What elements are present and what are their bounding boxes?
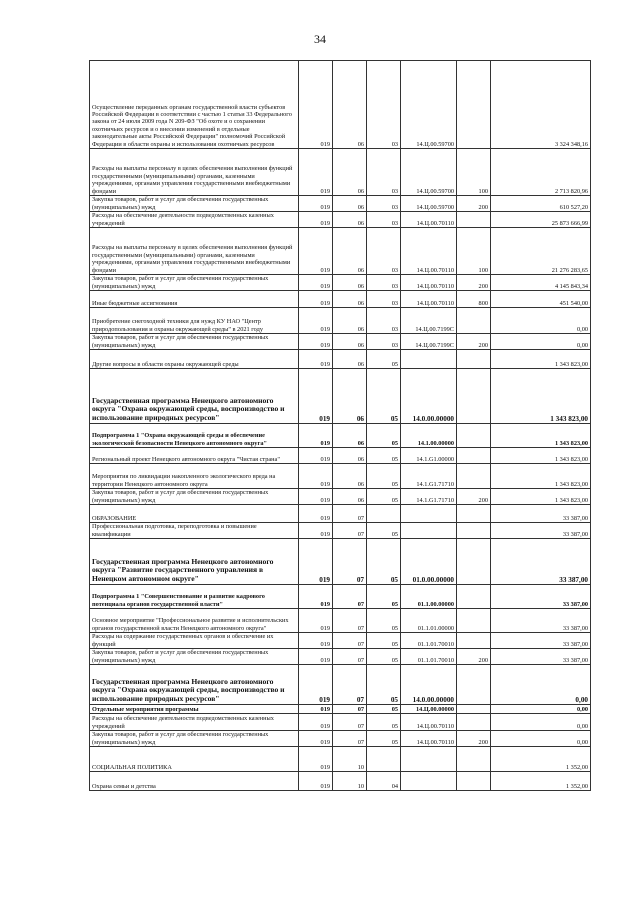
cell-target-article: 14.1.G1.71710 [401,489,457,505]
cell-name: Подпрограмма 1 "Охрана окружающей среды и обеспечение экологической безопасности Ненецкого автономного округа" [90,424,299,448]
cell-section: 06 [333,424,367,448]
cell-section: 06 [333,308,367,334]
cell-amount: 1 343 823,00 [491,448,591,464]
table-row [90,448,591,464]
cell-amount: 0,00 [491,334,591,350]
cell-amount: 0,00 [491,665,591,705]
cell-expense-type [457,464,491,489]
cell-target-article: 01.0.00.00000 [401,539,457,585]
table-row [90,665,591,705]
cell-target-article: 14.Ц.00.70110 [401,275,457,291]
cell-expense-type [457,424,491,448]
cell-grbs: 019 [299,275,333,291]
cell-subsection: 05 [367,539,401,585]
cell-amount: 33 387,00 [491,585,591,609]
cell-expense-type: 200 [457,489,491,505]
cell-section: 06 [333,334,367,350]
cell-grbs: 019 [299,334,333,350]
cell-target-article: 14.Ц.00.7199С [401,308,457,334]
table-row [90,308,591,334]
cell-amount: 25 873 666,99 [491,212,591,228]
cell-subsection [367,747,401,772]
cell-expense-type [457,61,491,149]
cell-target-article [401,523,457,539]
table-row [90,61,591,149]
cell-name: Расходы на выплаты персоналу в целях обеспечения выполнения функций государственными (муниципальными) органами, казенными учреждениями, органами управления государственными внебюджетными фондами [90,149,299,196]
cell-subsection: 05 [367,585,401,609]
cell-section: 06 [333,369,367,424]
cell-grbs: 019 [299,196,333,212]
cell-name: Закупка товаров, работ и услуг для обеспечения государственных (муниципальных) нужд [90,649,299,665]
budget-table [89,60,591,791]
cell-amount: 33 387,00 [491,649,591,665]
cell-amount: 33 387,00 [491,539,591,585]
cell-expense-type [457,523,491,539]
cell-subsection: 05 [367,609,401,633]
cell-expense-type [457,633,491,649]
cell-subsection [367,505,401,523]
cell-name: Мероприятия по ликвидации накопленного экологического вреда на территории Ненецкого автономного округа [90,464,299,489]
cell-name: Профессиональная подготовка, переподготовка и повышение квалификации [90,523,299,539]
cell-expense-type [457,539,491,585]
cell-name: Основное мероприятие "Профессиональное развитие и исполнительских органов государственной власти Ненецкого автономного округа" [90,609,299,633]
table-row [90,505,591,523]
cell-name: Государственная программа Ненецкого автономного округа "Охрана окружающей среды, воспроизводство и использование природных ресурсов" [90,369,299,424]
cell-amount: 1 352,00 [491,747,591,772]
cell-name: Иные бюджетные ассигнования [90,291,299,308]
page-number: 34 [314,32,326,46]
cell-section: 07 [333,649,367,665]
cell-target-article: 14.Ц.00.59700 [401,196,457,212]
cell-name: Закупка товаров, работ и услуг для обеспечения государственных (муниципальных) нужд [90,334,299,350]
cell-target-article [401,772,457,791]
cell-name: Закупка товаров, работ и услуг для обеспечения государственных (муниципальных) нужд [90,489,299,505]
cell-subsection: 03 [367,334,401,350]
cell-subsection: 05 [367,665,401,705]
cell-expense-type [457,350,491,369]
cell-amount: 0,00 [491,731,591,747]
table-row [90,539,591,585]
table-row [90,772,591,791]
cell-subsection: 03 [367,228,401,275]
cell-section: 06 [333,61,367,149]
cell-target-article: 14.Ц.00.70110 [401,212,457,228]
cell-expense-type [457,609,491,633]
cell-section: 07 [333,705,367,714]
cell-grbs: 019 [299,665,333,705]
cell-target-article: 01.1.01.70010 [401,633,457,649]
cell-amount: 33 387,00 [491,633,591,649]
cell-subsection: 05 [367,489,401,505]
cell-expense-type: 100 [457,149,491,196]
cell-expense-type [457,714,491,731]
cell-section: 07 [333,523,367,539]
cell-expense-type: 100 [457,228,491,275]
cell-section: 06 [333,464,367,489]
cell-section: 06 [333,489,367,505]
cell-name: Региональный проект Ненецкого автономного округа "Чистая страна" [90,448,299,464]
cell-expense-type [457,369,491,424]
cell-target-article: 01.1.01.00000 [401,609,457,633]
cell-section: 07 [333,609,367,633]
cell-target-article: 14.1.00.00000 [401,424,457,448]
cell-expense-type [457,665,491,705]
table-row [90,489,591,505]
cell-expense-type [457,505,491,523]
cell-grbs: 019 [299,424,333,448]
cell-section: 06 [333,196,367,212]
table-row [90,228,591,275]
cell-grbs: 019 [299,523,333,539]
cell-amount: 21 276 283,65 [491,228,591,275]
table-row [90,275,591,291]
table-row [90,196,591,212]
cell-subsection: 05 [367,523,401,539]
cell-target-article: 01.1.00.00000 [401,585,457,609]
cell-expense-type [457,448,491,464]
cell-target-article: 14.Ц.00.00000 [401,705,457,714]
cell-target-article: 14.0.00.00000 [401,665,457,705]
cell-target-article: 14.Ц.00.59700 [401,149,457,196]
cell-amount: 1 343 823,00 [491,424,591,448]
table-row [90,212,591,228]
cell-name: Закупка товаров, работ и услуг для обеспечения государственных (муниципальных) нужд [90,196,299,212]
cell-subsection: 05 [367,633,401,649]
cell-section: 06 [333,149,367,196]
cell-section: 07 [333,539,367,585]
cell-expense-type [457,747,491,772]
table-row [90,731,591,747]
cell-name: Отдельные мероприятия программы [90,705,299,714]
table-row [90,291,591,308]
table-row [90,747,591,772]
cell-target-article [401,747,457,772]
cell-target-article: 14.Ц.00.70110 [401,291,457,308]
cell-amount: 451 540,00 [491,291,591,308]
cell-amount: 0,00 [491,714,591,731]
table-row [90,369,591,424]
cell-section: 07 [333,731,367,747]
cell-subsection: 05 [367,424,401,448]
cell-expense-type: 200 [457,649,491,665]
cell-name: Приобретение снегоходной техники для нужд КУ НАО "Центр природопользования и охраны окружающей среды" в 2021 году [90,308,299,334]
cell-expense-type: 200 [457,275,491,291]
cell-amount: 0,00 [491,705,591,714]
cell-grbs: 019 [299,731,333,747]
cell-amount: 610 527,20 [491,196,591,212]
cell-section: 07 [333,505,367,523]
cell-section: 06 [333,275,367,291]
cell-target-article: 14.Ц.00.7199С [401,334,457,350]
cell-subsection: 05 [367,464,401,489]
cell-grbs: 019 [299,291,333,308]
cell-amount: 1 343 823,00 [491,464,591,489]
cell-amount: 1 352,00 [491,772,591,791]
cell-grbs: 019 [299,633,333,649]
cell-grbs: 019 [299,61,333,149]
cell-subsection: 03 [367,196,401,212]
table-row [90,714,591,731]
cell-grbs: 019 [299,609,333,633]
cell-amount: 3 324 348,16 [491,61,591,149]
cell-target-article [401,505,457,523]
cell-target-article: 14.1.G1.71710 [401,464,457,489]
cell-subsection: 03 [367,149,401,196]
table-row [90,609,591,633]
cell-expense-type [457,705,491,714]
cell-target-article: 14.0.00.00000 [401,369,457,424]
cell-expense-type [457,772,491,791]
cell-section: 06 [333,448,367,464]
cell-grbs: 019 [299,350,333,369]
table-row [90,523,591,539]
cell-name: Государственная программа Ненецкого автономного округа "Охрана окружающей среды, воспроизводство и использование природных ресурсов" [90,665,299,705]
cell-section: 06 [333,291,367,308]
table-row [90,424,591,448]
cell-amount: 33 387,00 [491,609,591,633]
cell-name: Расходы на выплаты персоналу в целях обеспечения выполнения функций государственными (муниципальными) органами, казенными учреждениями, органами управления государственными внебюджетными фондами [90,228,299,275]
cell-name: Закупка товаров, работ и услуг для обеспечения государственных (муниципальных) нужд [90,275,299,291]
cell-section: 10 [333,747,367,772]
cell-expense-type [457,308,491,334]
cell-name: Закупка товаров, работ и услуг для обеспечения государственных (муниципальных) нужд [90,731,299,747]
cell-amount: 1 343 823,00 [491,350,591,369]
cell-grbs: 019 [299,714,333,731]
cell-grbs: 019 [299,228,333,275]
cell-subsection: 03 [367,291,401,308]
cell-name: Государственная программа Ненецкого автономного округа "Развитие государственного управления в Ненецком автономном округе" [90,539,299,585]
cell-expense-type: 200 [457,334,491,350]
cell-expense-type: 200 [457,196,491,212]
cell-grbs: 019 [299,649,333,665]
cell-name: Расходы на содержание государственных органов и обеспечение их функций [90,633,299,649]
cell-subsection: 03 [367,308,401,334]
cell-name: Охрана семьи и детства [90,772,299,791]
table-row [90,334,591,350]
cell-amount: 2 713 820,96 [491,149,591,196]
cell-grbs: 019 [299,539,333,585]
cell-name: Осуществление переданных органам государственной власти субъектов Российской Федерации в соответствии с частью 1 статьи 33 Федерального закона от 24 июля 2009 года N 209-ФЗ "Об охоте и о сохранении охотничьих ресурсов и о внесении изменений в отдельные законодательные акты Российской Федерации" полномочий Российской Федерации в области охраны и использования охотничьих ресурсов [90,61,299,149]
cell-section: 07 [333,585,367,609]
cell-expense-type: 200 [457,731,491,747]
cell-grbs: 019 [299,149,333,196]
cell-expense-type [457,585,491,609]
table-row [90,633,591,649]
cell-section: 10 [333,772,367,791]
cell-grbs: 019 [299,448,333,464]
cell-grbs: 019 [299,505,333,523]
cell-name: ОБРАЗОВАНИЕ [90,505,299,523]
cell-grbs: 019 [299,772,333,791]
cell-amount: 4 145 843,34 [491,275,591,291]
table-row [90,464,591,489]
cell-subsection: 05 [367,649,401,665]
cell-grbs: 019 [299,464,333,489]
table-row [90,705,591,714]
cell-amount: 1 343 823,00 [491,369,591,424]
cell-name: Подпрограмма 1 "Совершенствование и развитие кадрового потенциала органов государственной власти" [90,585,299,609]
cell-target-article: 14.Ц.00.59700 [401,61,457,149]
cell-target-article: 14.Ц.00.70110 [401,228,457,275]
cell-section: 07 [333,633,367,649]
cell-subsection: 03 [367,212,401,228]
cell-subsection: 04 [367,772,401,791]
cell-name: СОЦИАЛЬНАЯ ПОЛИТИКА [90,747,299,772]
cell-section: 06 [333,228,367,275]
cell-amount: 0,00 [491,308,591,334]
cell-amount: 33 387,00 [491,505,591,523]
cell-target-article: 14.1.G1.00000 [401,448,457,464]
cell-subsection: 05 [367,369,401,424]
cell-grbs: 019 [299,489,333,505]
cell-grbs: 019 [299,212,333,228]
table-row [90,585,591,609]
cell-subsection: 05 [367,731,401,747]
cell-subsection: 05 [367,714,401,731]
cell-subsection: 05 [367,350,401,369]
cell-name: Расходы на обеспечение деятельности подведомственных казенных учреждений [90,714,299,731]
cell-target-article: 14.Ц.00.70110 [401,731,457,747]
cell-grbs: 019 [299,369,333,424]
cell-expense-type: 800 [457,291,491,308]
table-row [90,649,591,665]
cell-section: 07 [333,714,367,731]
cell-subsection: 03 [367,61,401,149]
cell-subsection: 05 [367,448,401,464]
cell-expense-type [457,212,491,228]
cell-name: Расходы на обеспечение деятельности подведомственных казенных учреждений [90,212,299,228]
cell-name: Другие вопросы в области охраны окружающей среды [90,350,299,369]
cell-amount: 33 387,00 [491,523,591,539]
table-row [90,149,591,196]
cell-grbs: 019 [299,747,333,772]
cell-section: 07 [333,665,367,705]
cell-grbs: 019 [299,585,333,609]
cell-subsection: 05 [367,705,401,714]
cell-subsection: 03 [367,275,401,291]
cell-target-article [401,350,457,369]
cell-amount: 1 343 823,00 [491,489,591,505]
cell-target-article: 14.Ц.00.70110 [401,714,457,731]
table-body [90,61,591,791]
cell-section: 06 [333,350,367,369]
cell-grbs: 019 [299,308,333,334]
cell-target-article: 01.1.01.70010 [401,649,457,665]
cell-section: 06 [333,212,367,228]
table-row [90,350,591,369]
cell-grbs: 019 [299,705,333,714]
